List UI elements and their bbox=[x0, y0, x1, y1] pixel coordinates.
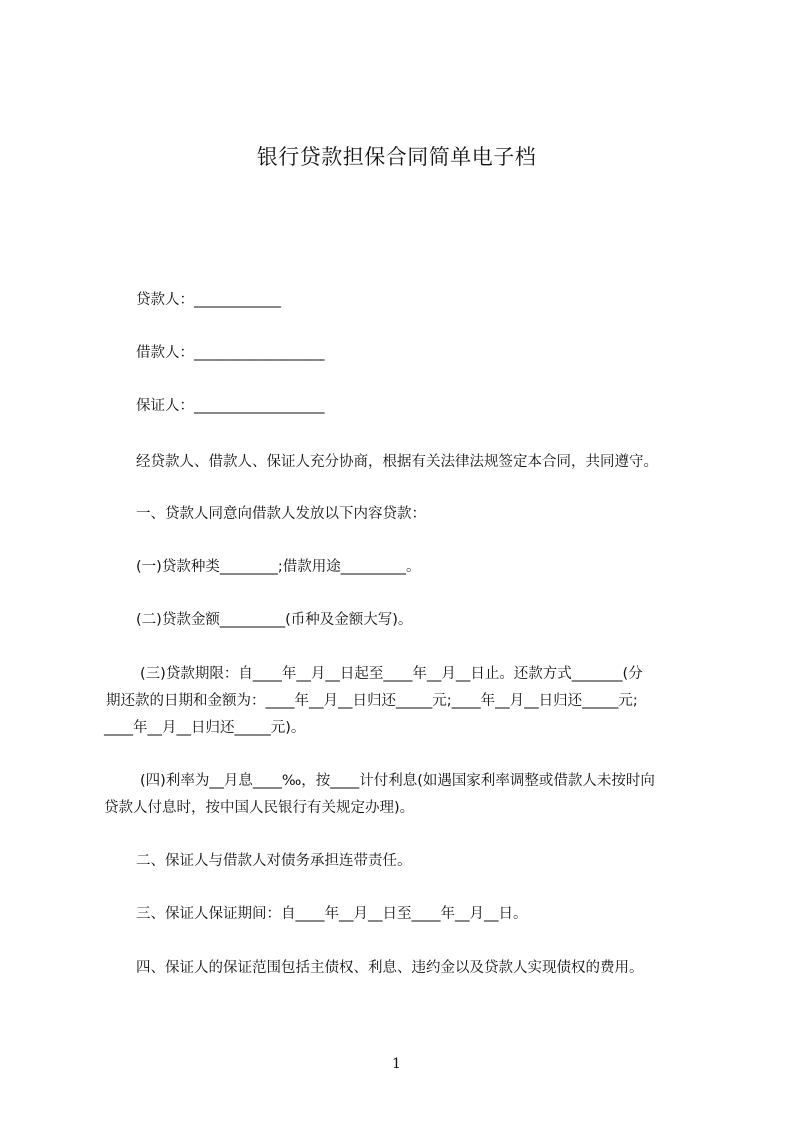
document-title: 银行贷款担保合同简单电子档 bbox=[256, 145, 537, 169]
clause-1-3-line-1: (三)贷款期限：自____年__月__日起至____年__月__日止。还款方式_______(分 bbox=[140, 666, 643, 682]
clause-4: 四、保证人的保证范围包括主债权、利息、违约金以及贷款人实现债权的费用。 bbox=[136, 960, 644, 976]
clause-3: 三、保证人保证期间：自____年__月__日至____年__月__日。 bbox=[136, 906, 528, 922]
page-number: 1 bbox=[392, 1056, 401, 1072]
lender-line: 贷款人：____________ bbox=[136, 292, 281, 308]
clause-2: 二、保证人与借款人对债务承担连带责任。 bbox=[136, 853, 412, 869]
clause-1-3-line-2: 期还款的日期和金额为：____年__月__日归还_____元;____年__月__日归还_____元; bbox=[106, 693, 638, 709]
clause-1-4-line-2: 贷款人付息时，按中国人民银行有关规定办理)。 bbox=[104, 800, 415, 816]
clause-1-3-line-3: ____年__月__日归还_____元)。 bbox=[104, 720, 306, 736]
clause-1-4-line-1: (四)利率为__月息____‰，按____计付利息(如遇国家利率调整或借款人未按时向 bbox=[140, 773, 655, 789]
clause-1-heading: 一、贷款人同意向借款人发放以下内容贷款： bbox=[136, 506, 426, 522]
borrower-line: 借款人：__________________ bbox=[136, 345, 325, 361]
preamble-paragraph: 经贷款人、借款人、保证人充分协商，根据有关法律法规签定本合同，共同遵守。 bbox=[136, 454, 658, 470]
clause-1-1: (一)贷款种类________;借款用途_________。 bbox=[136, 559, 421, 575]
guarantor-line: 保证人：__________________ bbox=[136, 398, 325, 414]
clause-1-2: (二)贷款金额_________(币种及金额大写)。 bbox=[136, 612, 413, 628]
